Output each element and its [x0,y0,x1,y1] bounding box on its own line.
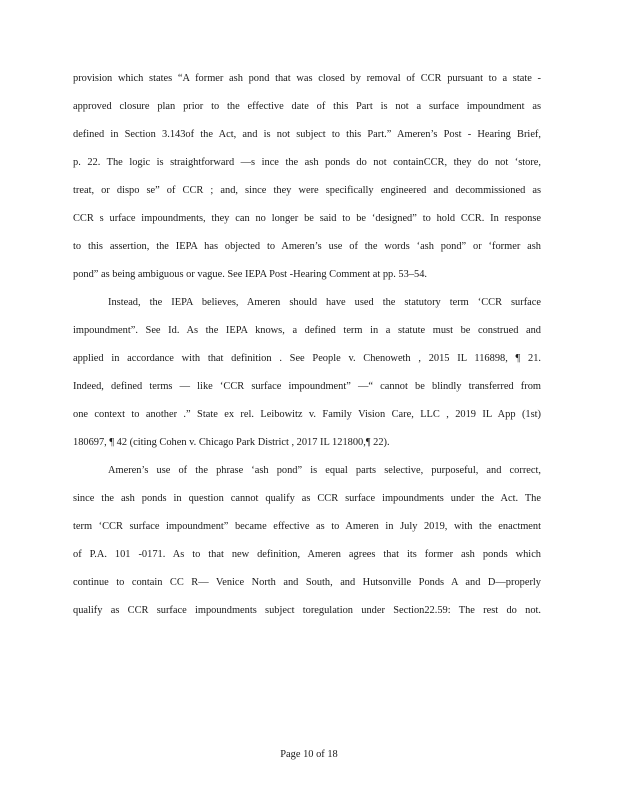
paragraph-3-line-2: since the ash ponds in question cannot qualify as CCR surface impoundments under the Act. The [73,493,541,504]
paragraph-3-line-5: continue to contain CC R— Venice North and South, and Hutsonville Ponds A and D—properly [73,577,541,588]
paragraph-1-line-2: approved closure plan prior to the effective date of this Part is not a surface impoundment as [73,101,541,112]
paragraph-1-line-6: CCR s urface impoundments, they can no longer be said to be ‘designed” to hold CCR. In response [73,213,541,224]
paragraph-2-line-1: Instead, the IEPA believes, Ameren should have used the statutory term ‘CCR surface [108,297,541,308]
paragraph-1-line-1: provision which states “A former ash pond that was closed by removal of CCR pursuant to a state - [73,73,541,84]
paragraph-1-line-8: pond” as being ambiguous or vague. See IEPA Post -Hearing Comment at pp. 53–54. [73,269,428,280]
paragraph-2-line-2: impoundment”. See Id. As the IEPA knows, a defined term in a statute must be construed and [73,325,541,336]
paragraph-1-line-5: treat, or dispo se” of CCR ; and, since they were specifically engineered and decommissioned as [73,185,541,196]
paragraph-3-line-1: Ameren’s use of the phrase ‘ash pond” is equal parts selective, purposeful, and correct, [108,465,541,476]
paragraph-2-line-6: 180697, ¶ 42 (citing Cohen v. Chicago Park District , 2017 IL 121800,¶ 22). [73,437,390,448]
page-number: Page 10 of 18 [280,749,338,760]
paragraph-2-line-4: Indeed, defined terms — like ‘CCR surface impoundment” —“ cannot be blindly transferred from [73,381,541,392]
paragraph-2-line-5: one context to another .” State ex rel. Leibowitz v. Family Vision Care, LLC , 2019 IL App (1st) [73,409,541,420]
paragraph-3-line-4: of P.A. 101 -0171. As to that new definition, Ameren agrees that its former ash ponds which [73,549,541,560]
paragraph-1-line-7: to this assertion, the IEPA has objected to Ameren’s use of the words ‘ash pond” or ‘former ash [73,241,541,252]
paragraph-1-line-3: defined in Section 3.143of the Act, and is not subject to this Part.” Ameren’s Post - Hearing Brief, [73,129,541,140]
paragraph-3-line-3: term ‘CCR surface impoundment” became effective as to Ameren in July 2019, with the enactment [73,521,541,532]
paragraph-3-line-6: qualify as CCR surface impoundments subject toregulation under Section22.59: The rest do not. [73,605,541,616]
paragraph-2-line-3: applied in accordance with that definition . See People v. Chenoweth , 2015 IL 116898, ¶ 21. [73,353,541,364]
paragraph-1-line-4: p. 22. The logic is straightforward —s ince the ash ponds do not containCCR, they do not ‘store, [73,157,541,168]
